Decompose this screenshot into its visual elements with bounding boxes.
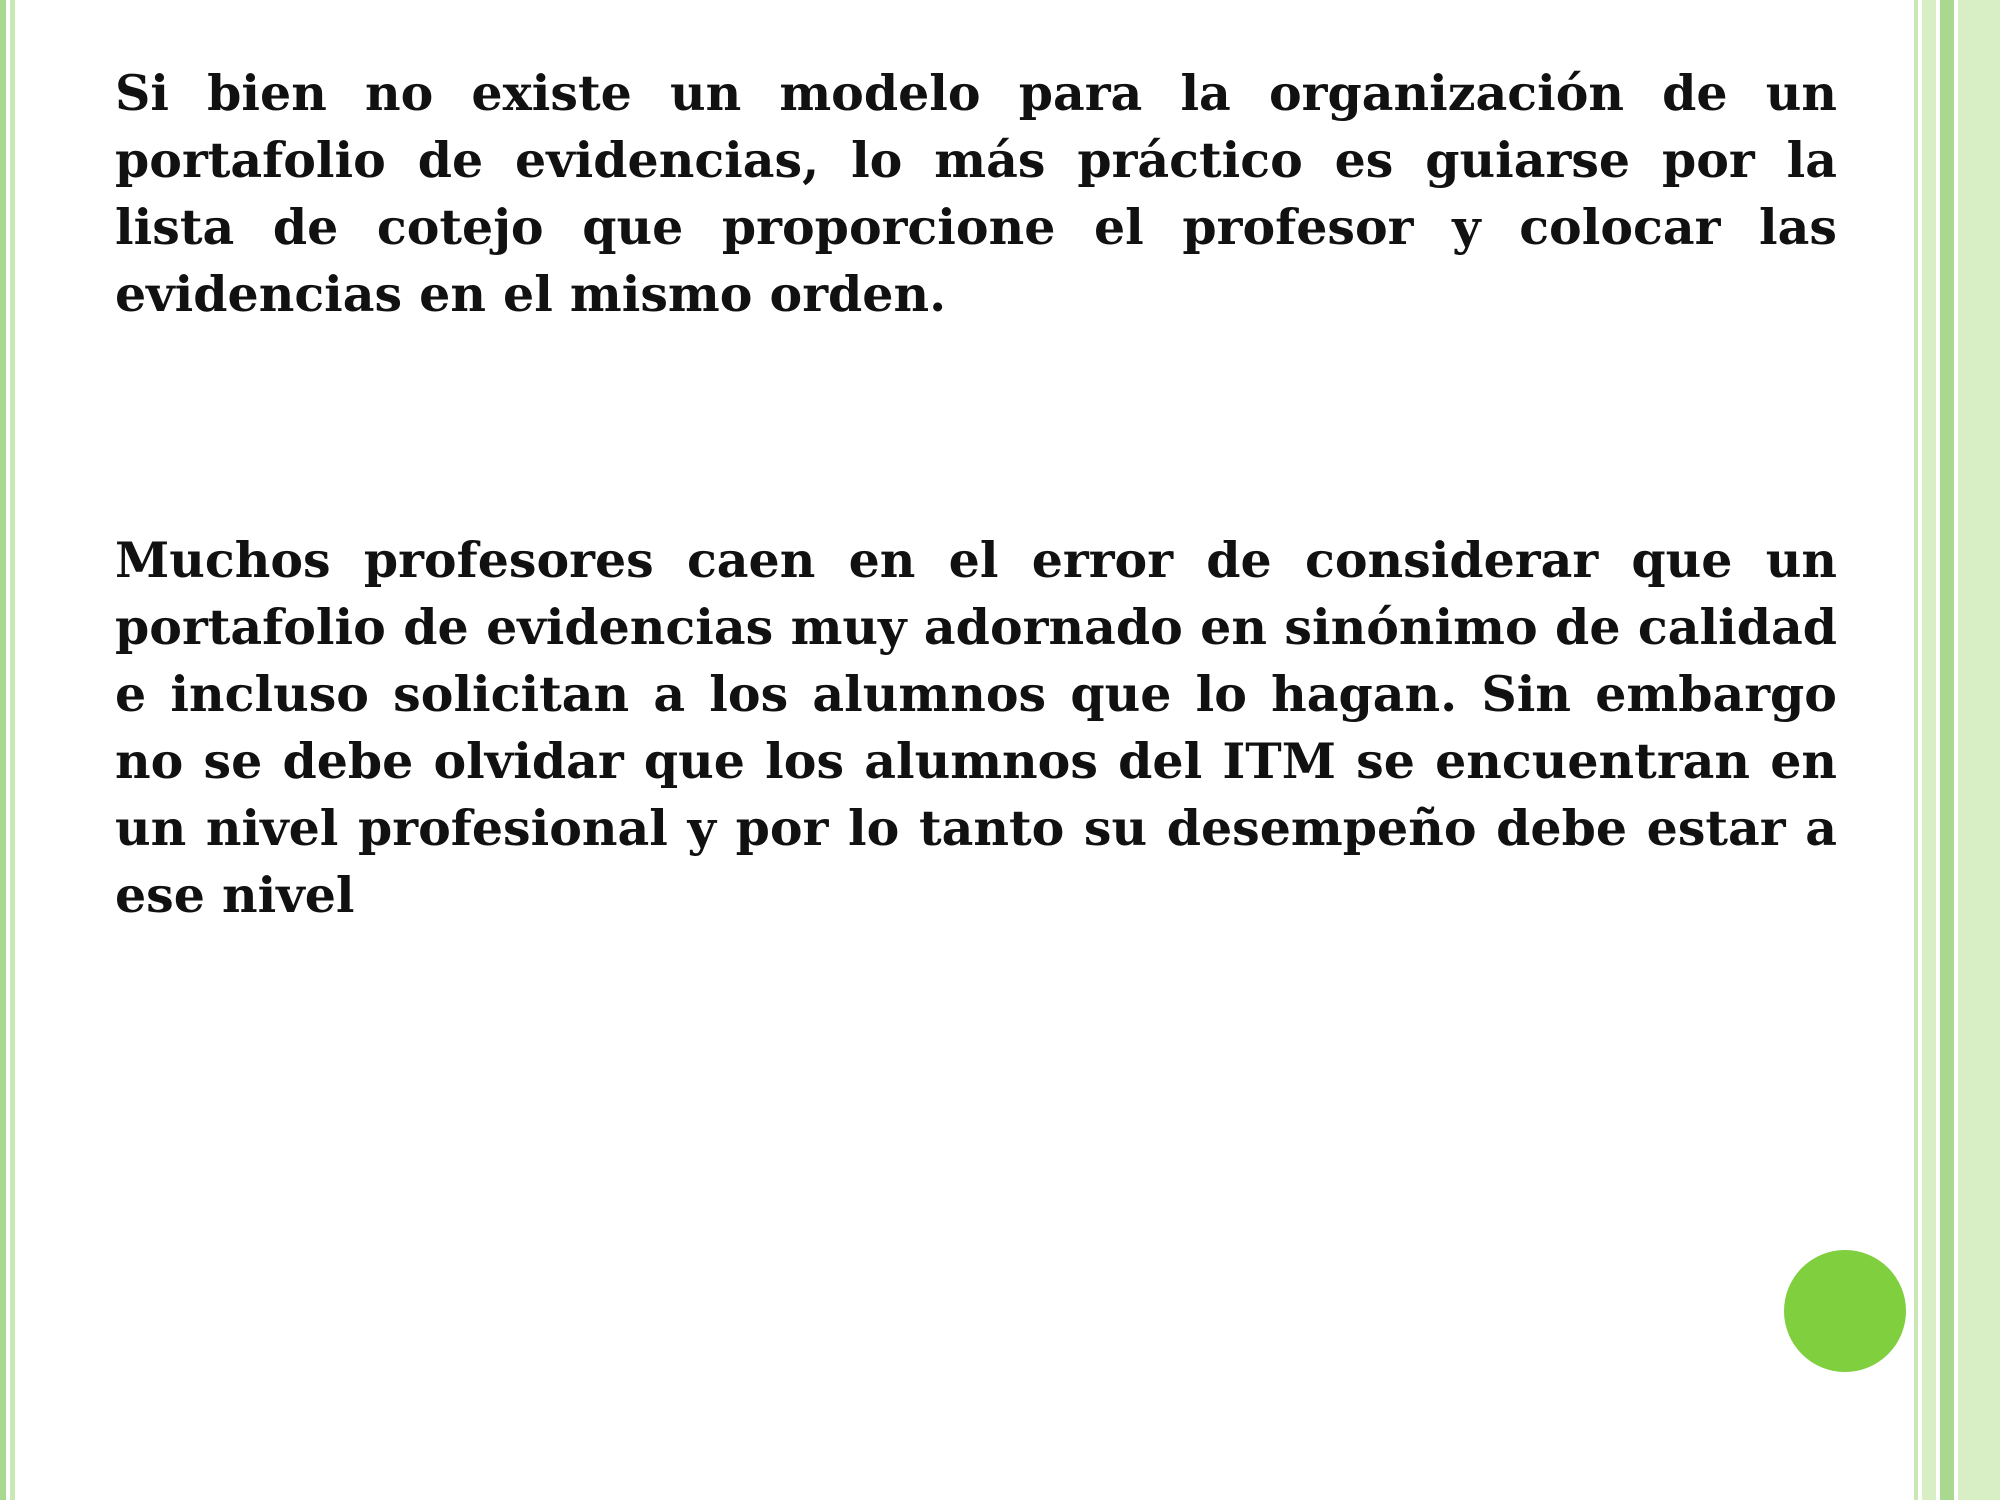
left-border-stripe-inner [10, 0, 15, 1500]
right-border-stripe-thin [1914, 0, 1918, 1500]
paragraph-portfolio-organization: Si bien no existe un modelo para la organización de un portafolio de evidencias, lo más práctico es guiarse por la lista de cotejo que proporcione el profesor y colocar las evidencias en el mismo orden. [115, 64, 1837, 323]
left-border-stripe [0, 0, 6, 1500]
green-circle-decoration [1784, 1250, 1906, 1372]
right-border-stripe-light [1922, 0, 1936, 1500]
right-border-stripe-green [1940, 0, 1954, 1500]
right-border-stripe-outer [1958, 0, 2000, 1500]
paragraph-portfolio-quality: Muchos profesores caen en el error de considerar que un portafolio de evidencias muy adornado en sinónimo de calidad e incluso solicitan a los alumnos que lo hagan. Sin embargo no se debe olvidar que los alumnos del ITM se encuentran en un nivel profesional y por lo tanto su desempeño debe estar a ese nivel [115, 531, 1837, 924]
